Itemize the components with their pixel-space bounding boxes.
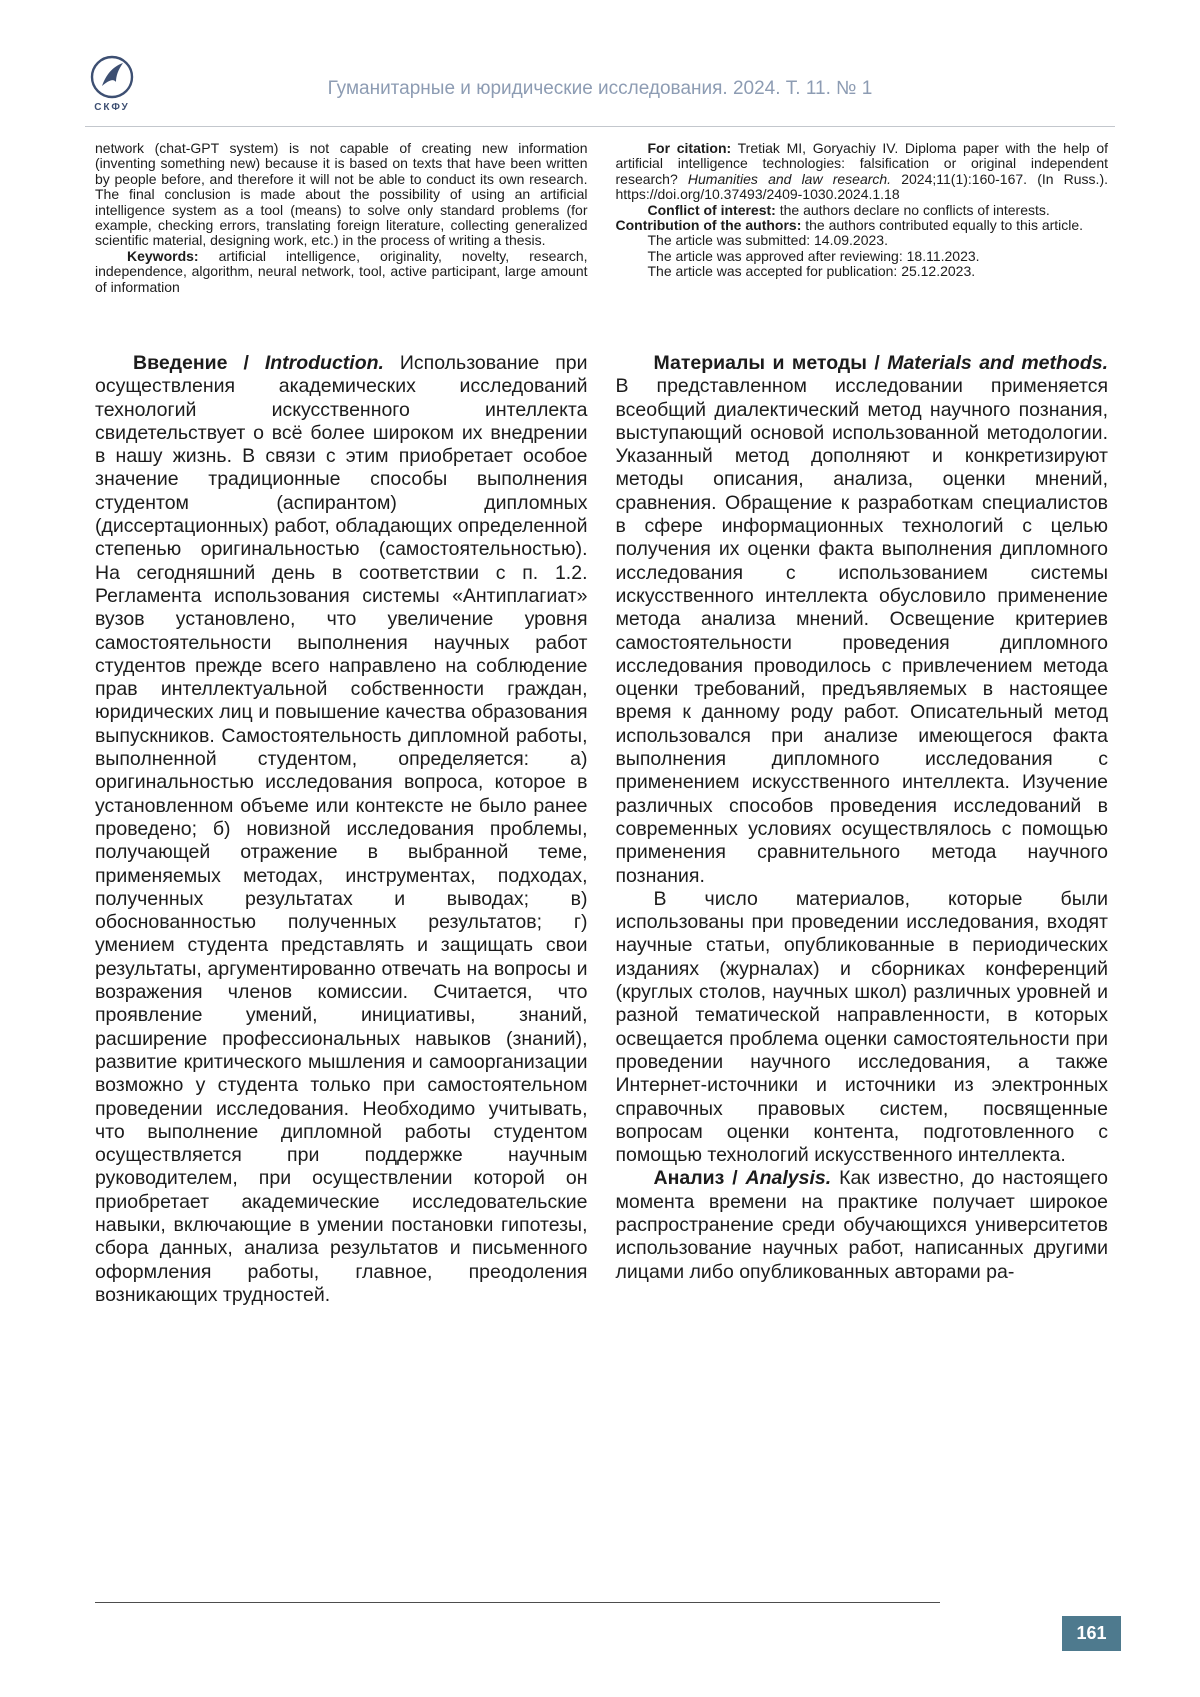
citation-tail: 2024;11(1):160-167. (In Russ.). https://doi.org/10.37493/2409-1030.2024.1.18 (615, 170, 1109, 203)
materials-paragraph-2: В число материалов, которые были использованы при проведении исследования, входят научные статьи, опубликованные в периодических изданиях (журналах) и сборниках конференций (круглых столов, научных школ) различных уровней и разной тематической направленности, в которых освещается проблема оценки самостоятельности при проведении научного исследования, а также Интернет-источники и источники из электронных справочных правовых систем, посвященные вопросам оценки контента, подготовленного с помощью технологий искусственного интеллекта. (615, 887, 1108, 1167)
contribution-text: the authors contributed equally to this article. (801, 217, 1084, 234)
materials-heading-ru: Материалы и методы (653, 352, 867, 374)
materials-paragraph (616, 352, 1109, 888)
journal-name-italic: Humanities and law research. (687, 170, 892, 187)
analysis-body-text: Как известно, до настоящего момента времени на практике получает широкое распространение среди обучающихся университетов использование научных работ, написанных другими лицами либо опубликованных авторами ра- (615, 1167, 1108, 1283)
footer-divider (95, 1602, 940, 1603)
citation-paragraph (616, 141, 1109, 203)
citation-text: Tretiak MI, Goryachiy IV. Diploma paper with the help of artificial intelligence technologies: falsification or original independent research? (615, 140, 1108, 187)
contribution-label: Contribution of the authors: (615, 217, 802, 234)
keywords-text: artificial intelligence, originality, novelty, research, independence, algorithm, neural network, tool, active participant, large amount of information (95, 247, 588, 295)
introduction-paragraph (95, 352, 588, 1307)
materials-body-text: В представленном исследовании применяется всеобщий диалектический метод научного познания, выступающий основой использованной методологии. Указанный метод дополняют и конкретизируют методы описания, анализа, оценки мнений, сравнения. Обращение к разработкам специалистов в сфере информационных технологий с целью получения их оценки факта выполнения дипломного исследования с использованием системы искусственного интеллекта обусловило применение метода анализа мнений. Освещение критериев самостоятельности проведения дипломного исследования проводилось с привлечением метода оценки требований, предъявляемых в настоящее время к данному роду работ. Описательный метод использовался при анализе имеющегося факта выполнения дипломного исследования с применением искусственного интеллекта. Изучение различных способов проведения исследований в современных условиях осуществлялось с помощью применения сравнительного метода научного познания. (615, 375, 1108, 887)
introduction-heading-ru: Введение (133, 352, 228, 374)
analysis-paragraph (616, 1167, 1109, 1283)
reviewed-date-line: The article was approved after reviewing: 18.11.2023. (647, 247, 980, 264)
article-body (95, 352, 1108, 1307)
abstract-continuation-en: network (chat-GPT system) is not capable of creating new information (inventing something new) because it is based on texts that have been written by people before, and therefore it will not be able to conduct its own research. The final conclusion is made about the possibility of using an artificial intelligence system as a tool (means) to solve only standard problems (for example, checking errors, translating foreign literature, collecting generalized scientific material, designing work, etc.) in the process of writing a thesis. (95, 140, 588, 249)
keywords-paragraph (95, 249, 588, 295)
abstract-column (95, 141, 588, 295)
journal-title: Гуманитарные и юридические исследования. 2024. Т. 11. № 1 (327, 78, 873, 99)
materials-heading-en: Materials and methods. (887, 352, 1108, 374)
for-citation-label: For citation: (647, 140, 732, 156)
left-column (95, 352, 588, 1307)
conflict-paragraph (616, 203, 1109, 218)
contribution-paragraph (616, 218, 1109, 233)
citation-column (616, 141, 1109, 295)
analysis-heading-en: Analysis. (745, 1167, 832, 1190)
front-matter (95, 141, 1108, 295)
logo-label: СКФУ (94, 102, 130, 113)
submitted-date-line: The article was submitted: 14.09.2023. (647, 232, 888, 249)
heading-separator: / (227, 352, 265, 374)
heading-separator: / (724, 1167, 746, 1190)
keywords-label: Keywords: (127, 247, 199, 264)
analysis-heading-ru: Анализ (653, 1167, 725, 1190)
heading-separator: / (866, 352, 888, 374)
conflict-label: Conflict of interest: (647, 201, 776, 218)
right-column (616, 352, 1109, 1307)
introduction-heading-en: Introduction. (264, 352, 384, 374)
page-number-badge: 161 (1062, 1616, 1121, 1651)
accepted-date-line: The article was accepted for publication: 25.12.2023. (647, 263, 976, 280)
introduction-body-text: Использование при осуществления академических исследований технологий искусственного интеллекта свидетельствует о всё более широком их внедрении в нашу жизнь. В связи с этим приобретает особое значение традиционные способы выполнения студентом (аспирантом) дипломных (диссертационных) работ, обладающих определенной степенью оригинальностью (самостоятельностью). На сегодняшний день в соответствии с п. 1.2. Регламента использования системы «Антиплагиат» вузов установлено, что увеличение уровня самостоятельности выполнения научных работ студентов прежде всего направлено на соблюдение прав интеллектуальной собственности граждан, юридических лиц и повышение качества образования выпускников. Самостоятельность дипломной работы, выполненной студентом, определяется: а) оригинальностью исследования вопроса, которое в установленном объеме или контексте не было ранее проведено; б) новизной исследования проблемы, получающей отражение в выбранной теме, применяемых методах, инструментах, подходах, полученных результатах и выводах; в) обоснованностью полученных результатов; г) умением студента представлять и защищать свои результаты, аргументированно отвечать на вопросы и возражения членов комиссии. Считается, что проявление умений, инициативы, знаний, расширение профессиональных навыков (знаний), развитие критического мышления и самоорганизации возможно у студента только при самостоятельном проведении исследования. Необходимо учитывать, что выполнение дипломной работы студентом осуществляется при поддержке научным руководителем, при осуществлении которой он приобретает академические исследовательские навыки, включающие в умении постановки гипотезы, сбора данных, анализа результатов и письменного оформления работы, главное, преодоления возникающих трудностей. (95, 352, 588, 1306)
conflict-text: the authors declare no conflicts of interests. (775, 201, 1050, 218)
header-divider (85, 126, 1115, 127)
